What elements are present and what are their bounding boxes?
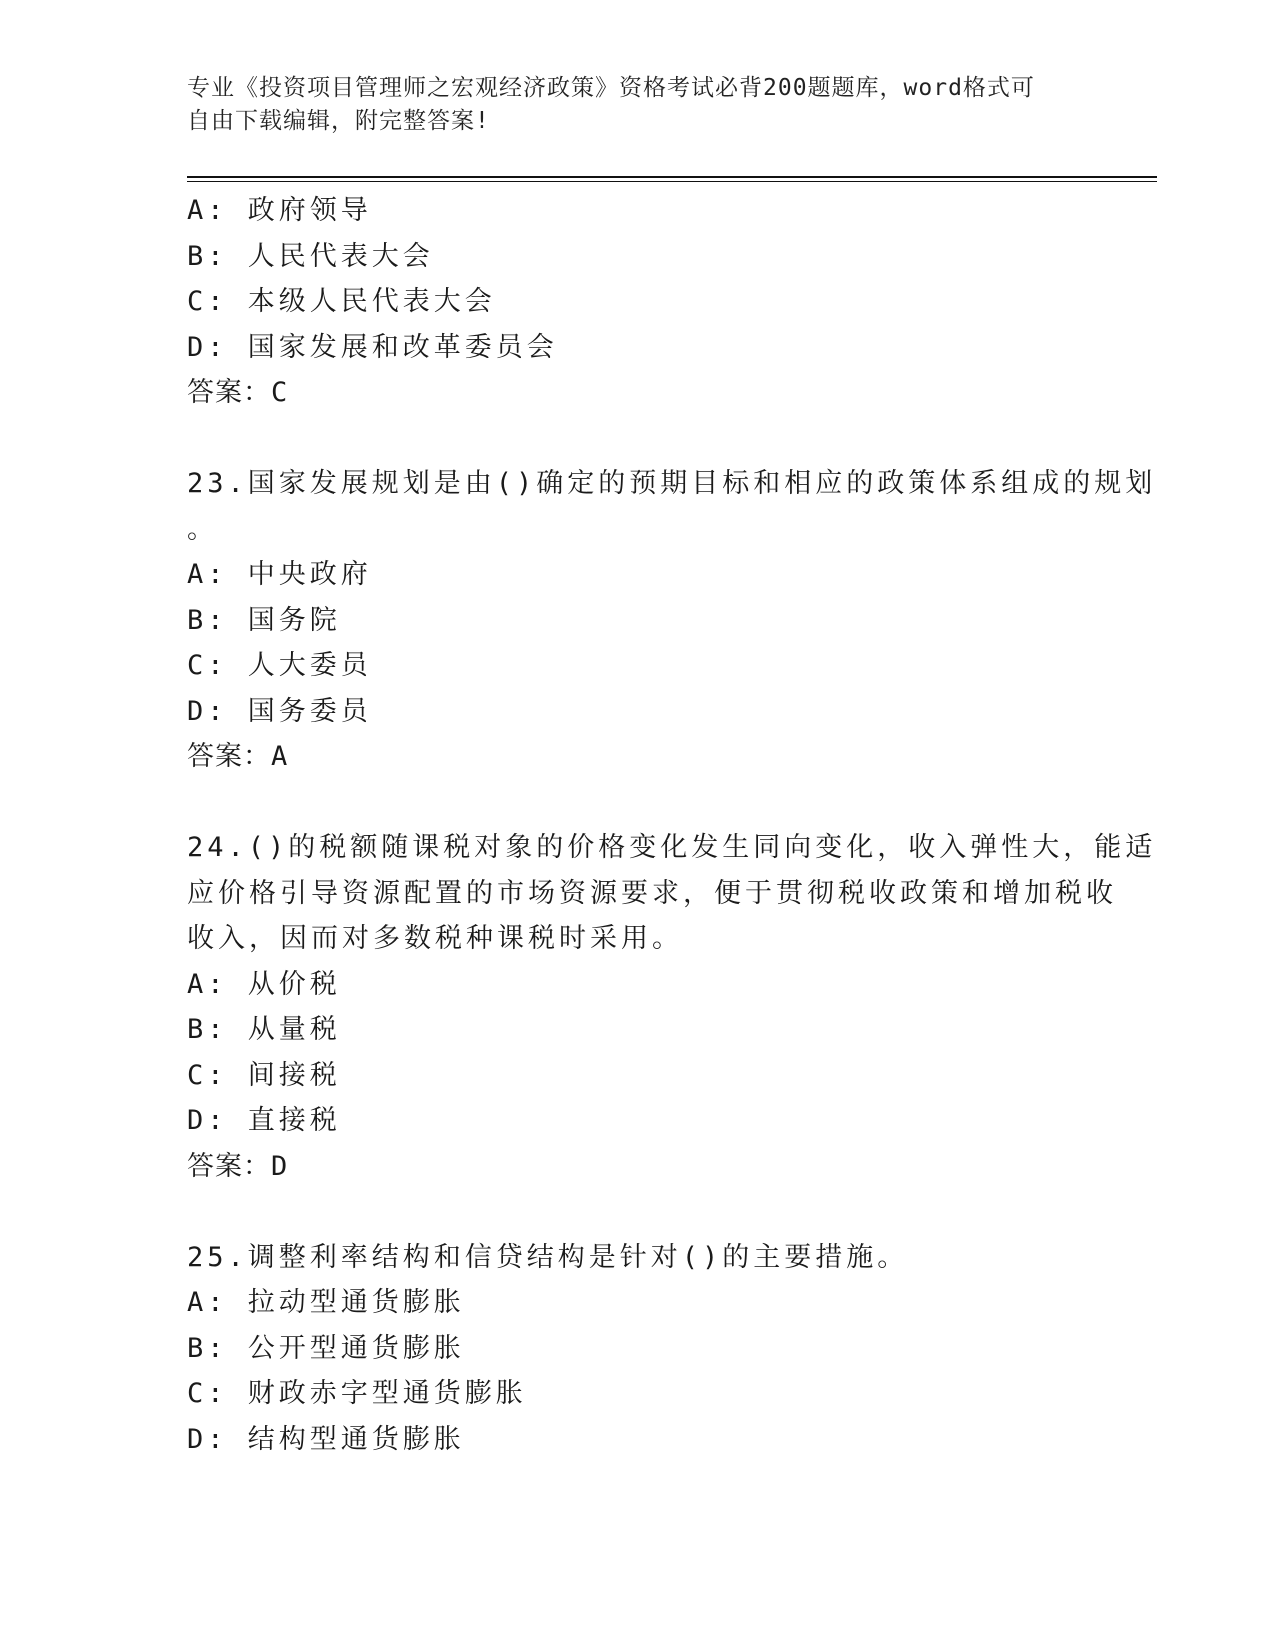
document-header (187, 72, 1067, 138)
spacer (187, 1189, 1087, 1235)
option-b: B: 从量税 (187, 1014, 341, 1045)
option-a: A: 政府领导 (187, 195, 372, 226)
option-c: C: 本级人民代表大会 (187, 286, 496, 317)
option-a: A: 中央政府 (187, 559, 372, 590)
question-stem: 23.国家发展规划是由()确定的预期目标和相应的政策体系组成的规划 (187, 468, 1157, 499)
question-25 (187, 1235, 1087, 1463)
question-stem: 应价格引导资源配置的市场资源要求，便于贯彻税收政策和增加税收 (187, 877, 1117, 909)
option-d: D: 结构型通货膨胀 (187, 1423, 465, 1455)
option-b: B: 人民代表大会 (187, 240, 434, 272)
option-b: B: 公开型通货膨胀 (187, 1332, 465, 1364)
answer: 答案：C (187, 377, 289, 408)
question-24 (187, 825, 1157, 1189)
option-d: D: 直接税 (187, 1105, 341, 1136)
spacer (187, 780, 1087, 826)
answer: 答案：A (187, 741, 289, 772)
option-a: A: 从价税 (187, 968, 341, 1000)
option-c: C: 间接税 (187, 1059, 341, 1091)
header-line-1: 专业《投资项目管理师之宏观经济政策》资格考试必背200题题库，word格式可 (187, 75, 1035, 101)
question-list (187, 188, 1157, 1462)
question-22 (187, 188, 1087, 416)
question-stem: 24.()的税额随课税对象的价格变化发生同向变化，收入弹性大，能适 (187, 832, 1157, 863)
question-stem: 。 (187, 513, 218, 545)
option-c: C: 财政赤字型通货膨胀 (187, 1378, 527, 1409)
header-divider (187, 176, 1157, 182)
question-stem: 收入，因而对多数税种课税时采用。 (187, 923, 683, 954)
option-d: D: 国家发展和改革委员会 (187, 331, 558, 363)
option-b: B: 国务院 (187, 604, 341, 636)
option-d: D: 国务委员 (187, 695, 372, 727)
header-line-2: 自由下载编辑，附完整答案! (187, 108, 490, 134)
option-c: C: 人大委员 (187, 650, 372, 681)
spacer (187, 416, 1087, 462)
option-a: A: 拉动型通货膨胀 (187, 1287, 465, 1318)
answer: 答案：D (187, 1150, 289, 1182)
question-23 (187, 461, 1157, 780)
question-stem: 25.调整利率结构和信贷结构是针对()的主要措施。 (187, 1241, 909, 1273)
